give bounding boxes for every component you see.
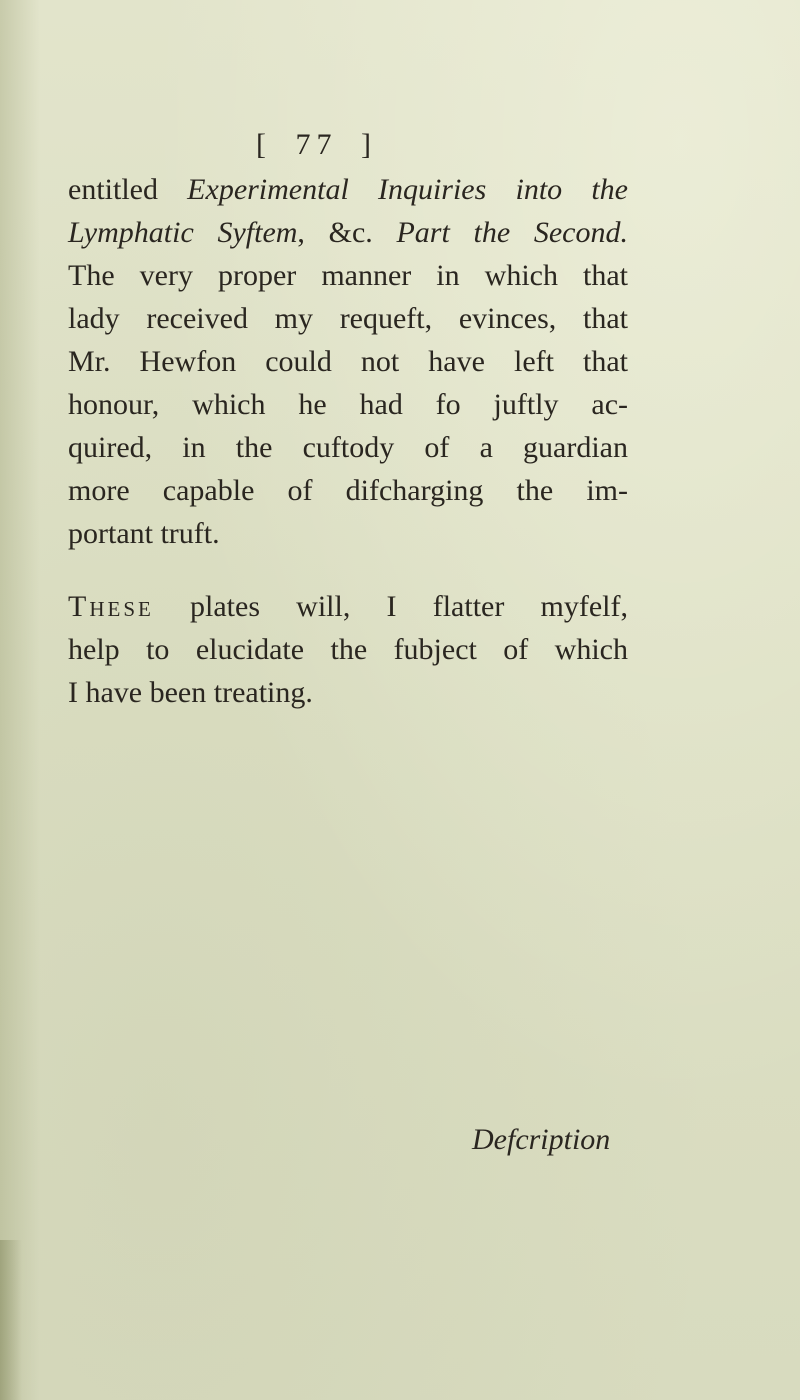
text-line: portant truft. bbox=[68, 517, 220, 550]
paragraph-1 bbox=[68, 168, 628, 555]
text-line: I have been treating. bbox=[68, 676, 313, 709]
italic-title-run: Part the Second. bbox=[396, 216, 628, 249]
small-caps-run: These bbox=[68, 590, 154, 623]
text-line: lady received my requeft, evinces, that bbox=[68, 302, 628, 335]
text-run: entitled bbox=[68, 173, 188, 206]
italic-title-run: Experimental Inquiries into the bbox=[187, 173, 628, 206]
text-run: plates will, I flatter myfelf, bbox=[153, 590, 628, 623]
text-line: Mr. Hewfon could not have left that bbox=[68, 345, 628, 378]
italic-title-run: Lymphatic Syftem bbox=[68, 216, 298, 249]
catchword: Defcription bbox=[472, 1123, 611, 1156]
text-line bbox=[68, 168, 628, 211]
paragraph-2 bbox=[68, 585, 628, 714]
text-run: , &c. bbox=[297, 216, 397, 249]
body-text bbox=[68, 168, 628, 714]
paragraph-gap bbox=[68, 555, 628, 585]
text-line: help to elucidate the fubject of which bbox=[68, 633, 628, 666]
page-number-header: [ 77 ] bbox=[256, 128, 377, 161]
text-line bbox=[68, 211, 628, 254]
text-line: honour, which he had fo juftly ac- bbox=[68, 388, 628, 421]
text-line bbox=[68, 585, 628, 628]
text-line: more capable of difcharging the im- bbox=[68, 474, 628, 507]
text-line: quired, in the cuftody of a guardian bbox=[68, 431, 628, 464]
text-line: The very proper manner in which that bbox=[68, 259, 628, 292]
